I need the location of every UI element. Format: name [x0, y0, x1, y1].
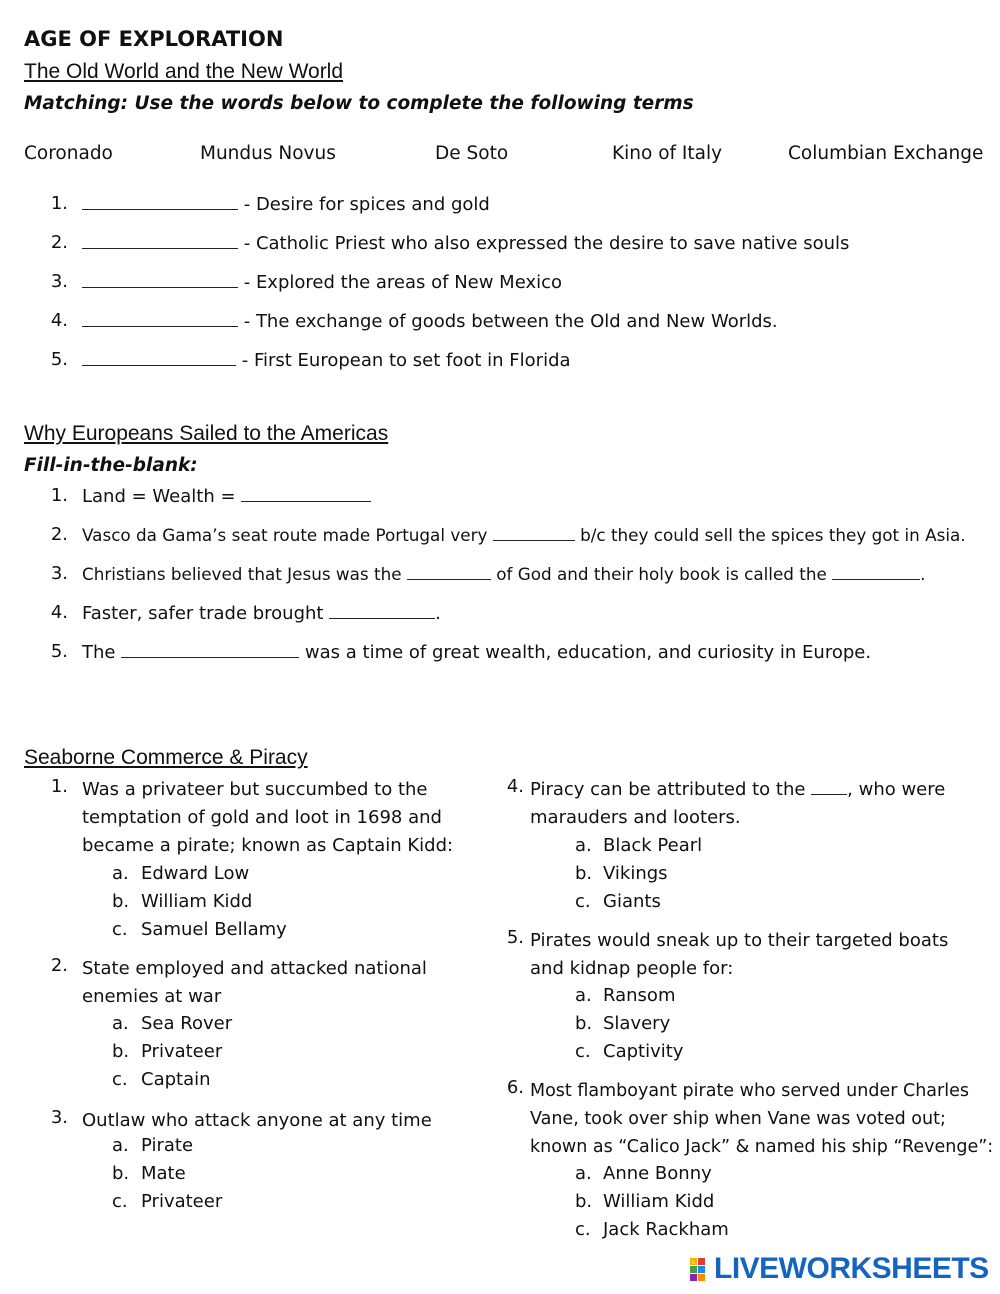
item-number: 3.	[50, 271, 68, 292]
item-number: 4.	[50, 310, 68, 331]
question-number: 3.	[50, 1107, 68, 1128]
liveworksheets-logo[interactable]	[690, 1254, 989, 1284]
logo-blocks-icon	[690, 1256, 714, 1282]
matching-clue: - Catholic Priest who also expressed the desire to save native souls	[238, 233, 850, 254]
item-number: 5.	[50, 641, 68, 662]
answer-option[interactable]: Pirate	[141, 1135, 194, 1156]
answer-option[interactable]: Captain	[141, 1069, 211, 1090]
fill-blank-item	[0, 485, 1000, 509]
answer-blank[interactable]	[82, 349, 236, 366]
statement-text: was a time of great wealth, education, and curiosity in Europe.	[299, 642, 872, 663]
answer-blank[interactable]	[407, 563, 491, 580]
answer-option[interactable]: Privateer	[141, 1041, 223, 1062]
answer-blank[interactable]	[82, 193, 238, 210]
matching-item	[0, 271, 1000, 295]
question-text: Pirates would sneak up to their targeted boats and kidnap people for:	[530, 930, 949, 979]
section-heading-seaborne-commerce: Seaborne Commerce & Piracy	[24, 746, 308, 769]
fill-blank-item	[0, 563, 1000, 587]
answer-blank[interactable]	[329, 602, 435, 619]
answer-blank[interactable]	[832, 563, 920, 580]
question-number: 5.	[506, 927, 524, 948]
answer-option[interactable]: Mate	[141, 1163, 186, 1184]
statement-text: .	[435, 603, 441, 624]
matching-clue: - First European to set foot in Florida	[236, 350, 571, 371]
option-letter: c.	[575, 1219, 591, 1240]
answer-blank[interactable]	[811, 778, 847, 795]
fill-blank-instruction: Fill-in-the-blank:	[24, 455, 198, 476]
answer-blank[interactable]	[82, 232, 238, 249]
option-letter: a.	[575, 985, 592, 1006]
statement-text: b/c they could sell the spices they got in Asia.	[574, 525, 966, 545]
option-letter: c.	[112, 1191, 128, 1212]
matching-item	[0, 193, 1000, 217]
option-letter: a.	[112, 1135, 129, 1156]
fill-blank-item	[0, 641, 1000, 665]
section-heading-old-new-world: The Old World and the New World	[24, 60, 344, 83]
item-number: 3.	[50, 563, 68, 584]
item-number: 2.	[50, 524, 68, 545]
option-letter: a.	[112, 1013, 129, 1034]
question-text: Most flamboyant pirate who served under Charles Vane, took over ship when Vane was voted out; known as “Calico Jack” & named his ship “Revenge”:	[530, 1081, 994, 1157]
option-letter: b.	[112, 1041, 130, 1062]
statement-text: .	[920, 564, 926, 584]
item-number: 4.	[50, 602, 68, 623]
question-number: 2.	[50, 955, 68, 976]
matching-clue: - Explored the areas of New Mexico	[238, 272, 563, 293]
question-number: 4.	[506, 776, 524, 797]
answer-option[interactable]: Edward Low	[141, 863, 250, 884]
matching-item	[0, 310, 1000, 334]
answer-option[interactable]: Privateer	[141, 1191, 223, 1212]
item-number: 1.	[50, 485, 68, 506]
question-number: 1.	[50, 776, 68, 797]
option-letter: b.	[112, 1163, 130, 1184]
answer-option[interactable]: Vikings	[603, 863, 668, 884]
answer-option[interactable]: Black Pearl	[603, 835, 703, 856]
answer-option[interactable]: William Kidd	[603, 1191, 715, 1212]
option-letter: b.	[575, 1191, 593, 1212]
option-letter: a.	[112, 863, 129, 884]
word-bank-item: Mundus Novus	[200, 143, 336, 164]
statement-text: The	[82, 642, 122, 663]
statement-text: Christians believed that Jesus was the	[82, 564, 407, 584]
question-text: Was a privateer but succumbed to the temptation of gold and loot in 1698 and became a pirate; known as Captain Kidd:	[82, 779, 454, 856]
statement-text: Vasco da Gama’s seat route made Portugal very	[82, 525, 493, 545]
answer-option[interactable]: William Kidd	[141, 891, 253, 912]
option-letter: b.	[575, 1013, 593, 1034]
answer-option[interactable]: Sea Rover	[141, 1013, 233, 1034]
answer-blank[interactable]	[241, 485, 371, 502]
answer-option[interactable]: Ransom	[603, 985, 676, 1006]
option-letter: b.	[112, 891, 130, 912]
matching-clue: - The exchange of goods between the Old and New Worlds.	[238, 311, 778, 332]
answer-option[interactable]: Samuel Bellamy	[141, 919, 287, 940]
fill-blank-item	[0, 524, 1000, 548]
statement-text: of God and their holy book is called the	[490, 564, 833, 584]
matching-clue: - Desire for spices and gold	[238, 194, 490, 215]
item-number: 5.	[50, 349, 68, 370]
fill-blank-item	[0, 602, 1000, 626]
section-heading-why-europeans: Why Europeans Sailed to the Americas	[24, 422, 389, 445]
matching-instruction: Matching: Use the words below to complete the following terms	[24, 93, 694, 114]
question-text: Outlaw who attack anyone at any time	[82, 1110, 432, 1131]
answer-option[interactable]: Captivity	[603, 1041, 684, 1062]
answer-blank[interactable]	[493, 524, 575, 541]
option-letter: c.	[575, 1041, 591, 1062]
answer-blank[interactable]	[82, 271, 238, 288]
answer-option[interactable]: Jack Rackham	[603, 1219, 729, 1240]
answer-option[interactable]: Giants	[603, 891, 661, 912]
word-bank-item: Coronado	[24, 143, 113, 164]
item-number: 2.	[50, 232, 68, 253]
word-bank-item: Columbian Exchange	[788, 143, 984, 164]
statement-text: Faster, safer trade brought	[82, 603, 330, 624]
question-text: Piracy can be attributed to the , who were marauders and looters.	[530, 779, 946, 828]
answer-blank[interactable]	[121, 641, 299, 658]
option-letter: c.	[112, 1069, 128, 1090]
question-number: 6.	[506, 1077, 524, 1098]
option-letter: c.	[112, 919, 128, 940]
item-number: 1.	[50, 193, 68, 214]
option-letter: b.	[575, 863, 593, 884]
logo-mark-letter: L	[692, 1259, 695, 1266]
question-text: State employed and attacked national enemies at war	[82, 958, 427, 1007]
word-bank-item: Kino of Italy	[612, 143, 723, 164]
statement-text: Land = Wealth =	[82, 486, 242, 507]
option-letter: a.	[575, 835, 592, 856]
page-title: AGE OF EXPLORATION	[24, 27, 284, 51]
logo-text: LIVEWORKSHEETS	[714, 1252, 989, 1285]
option-letter: c.	[575, 891, 591, 912]
option-letter: a.	[575, 1163, 592, 1184]
answer-option[interactable]: Slavery	[603, 1013, 671, 1034]
answer-option[interactable]: Anne Bonny	[603, 1163, 712, 1184]
word-bank-item: De Soto	[435, 143, 509, 164]
matching-item	[0, 349, 1000, 373]
answer-blank[interactable]	[82, 310, 238, 327]
matching-item	[0, 232, 1000, 256]
